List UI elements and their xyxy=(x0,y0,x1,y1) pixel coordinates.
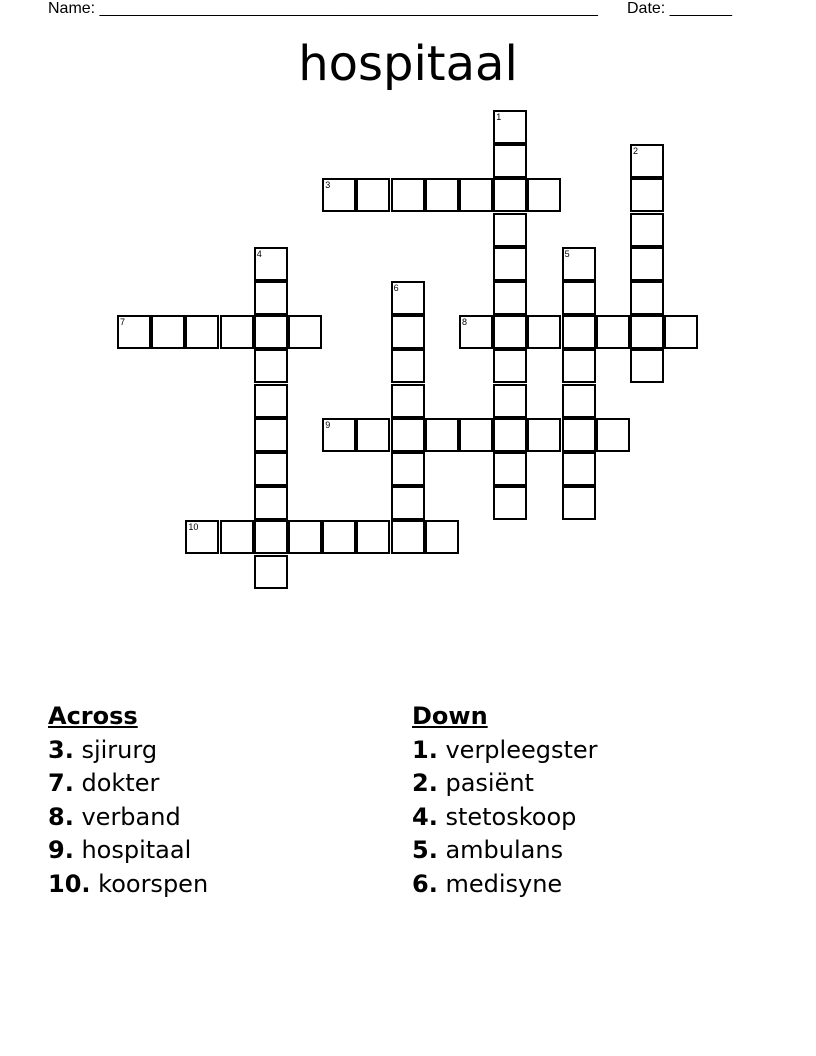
clue-number: 5 xyxy=(564,248,570,259)
clue-item-number: 8. xyxy=(48,802,74,831)
clue-item-text: verpleegster xyxy=(445,735,598,764)
clue-item xyxy=(412,868,598,902)
crossword-cell[interactable] xyxy=(630,281,664,315)
crossword-cell[interactable] xyxy=(391,384,425,418)
crossword-cell[interactable] xyxy=(391,281,425,315)
crossword-cell[interactable] xyxy=(493,178,527,212)
crossword-cell[interactable] xyxy=(425,418,459,452)
crossword-cell[interactable] xyxy=(356,418,390,452)
clue-number: 10 xyxy=(188,522,199,533)
clue-item-number: 5. xyxy=(412,836,438,864)
crossword-cell[interactable] xyxy=(254,520,288,554)
clue-number: 6 xyxy=(393,283,399,293)
clue-item-number: 3. xyxy=(48,735,74,764)
clue-number: 1 xyxy=(496,112,502,122)
down-heading: Down xyxy=(412,702,488,730)
crossword-cell[interactable] xyxy=(288,315,322,349)
crossword-cell[interactable] xyxy=(459,315,493,349)
clue-item xyxy=(412,734,598,768)
clue-item-text: dokter xyxy=(81,769,160,797)
crossword-cell[interactable] xyxy=(220,315,254,349)
clue-number: 3 xyxy=(325,180,331,191)
across-heading: Across xyxy=(48,702,138,730)
crossword-cell[interactable] xyxy=(322,418,356,452)
clue-item-number: 4. xyxy=(412,802,438,831)
crossword-cell[interactable] xyxy=(493,349,527,383)
crossword-cell[interactable] xyxy=(562,349,596,383)
crossword-cell[interactable] xyxy=(391,315,425,349)
crossword-cell[interactable] xyxy=(493,486,527,520)
date-field-label: Date: _______ xyxy=(627,0,732,17)
clue-item xyxy=(48,767,208,801)
crossword-cell[interactable] xyxy=(459,178,493,212)
crossword-cell[interactable] xyxy=(596,315,630,349)
crossword-cell[interactable] xyxy=(562,486,596,520)
crossword-cell[interactable] xyxy=(664,315,698,349)
crossword-cell[interactable] xyxy=(322,520,356,554)
clue-item xyxy=(48,868,208,902)
crossword-cell[interactable] xyxy=(630,349,664,383)
crossword-cell[interactable] xyxy=(425,520,459,554)
clue-item-text: stetoskoop xyxy=(445,802,577,831)
crossword-cell[interactable] xyxy=(596,418,630,452)
clue-item-number: 2. xyxy=(412,769,438,797)
clue-item xyxy=(412,801,598,835)
clue-item-number: 10. xyxy=(48,869,91,898)
clue-item-text: ambulans xyxy=(445,836,564,864)
clue-item xyxy=(412,767,598,801)
crossword-cell[interactable] xyxy=(254,486,288,520)
crossword-cell[interactable] xyxy=(254,247,288,281)
crossword-cell[interactable] xyxy=(185,520,219,554)
crossword-cell[interactable] xyxy=(527,315,561,349)
clue-item xyxy=(48,801,208,835)
crossword-cell[interactable] xyxy=(391,520,425,554)
clue-item-text: medisyne xyxy=(445,869,563,898)
clue-item-number: 9. xyxy=(48,836,74,864)
crossword-cell[interactable] xyxy=(527,178,561,212)
clue-item-text: verband xyxy=(81,802,181,831)
crossword-cell[interactable] xyxy=(322,178,356,212)
clue-item-text: sjirurg xyxy=(81,735,158,764)
clue-item-text: pasiënt xyxy=(445,769,534,797)
crossword-cell[interactable] xyxy=(254,418,288,452)
clue-item-number: 6. xyxy=(412,869,438,898)
crossword-cell[interactable] xyxy=(391,418,425,452)
crossword-cell[interactable] xyxy=(254,315,288,349)
crossword-cell[interactable] xyxy=(356,178,390,212)
crossword-cell[interactable] xyxy=(493,144,527,178)
crossword-cell[interactable] xyxy=(391,178,425,212)
crossword-cell[interactable] xyxy=(493,110,527,144)
crossword-cell[interactable] xyxy=(493,315,527,349)
crossword-cell[interactable] xyxy=(527,418,561,452)
clue-item xyxy=(412,834,598,868)
crossword-cell[interactable] xyxy=(254,349,288,383)
crossword-cell[interactable] xyxy=(425,178,459,212)
across-clues xyxy=(48,700,208,901)
crossword-cell[interactable] xyxy=(254,452,288,486)
crossword-cell[interactable] xyxy=(493,452,527,486)
crossword-cell[interactable] xyxy=(562,247,596,281)
clue-number: 9 xyxy=(325,419,331,430)
clue-number: 4 xyxy=(256,248,262,259)
clue-item-number: 1. xyxy=(412,735,438,764)
crossword-cell[interactable] xyxy=(288,520,322,554)
crossword-cell[interactable] xyxy=(185,315,219,349)
crossword-cell[interactable] xyxy=(493,281,527,315)
crossword-cell[interactable] xyxy=(493,384,527,418)
crossword-cell[interactable] xyxy=(391,452,425,486)
crossword-cell[interactable] xyxy=(220,520,254,554)
clue-number: 2 xyxy=(633,146,639,157)
crossword-cell[interactable] xyxy=(459,418,493,452)
crossword-cell[interactable] xyxy=(391,349,425,383)
name-field-label: Name: ________________________________________________________ xyxy=(48,0,598,17)
clue-number: 7 xyxy=(120,317,126,328)
clue-item-number: 7. xyxy=(48,769,74,797)
crossword-cell[interactable] xyxy=(630,144,664,178)
crossword-cell[interactable] xyxy=(254,281,288,315)
crossword-cell[interactable] xyxy=(630,213,664,247)
crossword-cell[interactable] xyxy=(562,418,596,452)
crossword-cell[interactable] xyxy=(562,384,596,418)
crossword-cell[interactable] xyxy=(630,315,664,349)
clue-item xyxy=(48,834,208,868)
crossword-cell[interactable] xyxy=(391,486,425,520)
crossword-cell[interactable] xyxy=(562,281,596,315)
crossword-cell[interactable] xyxy=(630,247,664,281)
crossword-cell[interactable] xyxy=(562,315,596,349)
crossword-cell[interactable] xyxy=(493,418,527,452)
crossword-cell[interactable] xyxy=(493,213,527,247)
crossword-cell[interactable] xyxy=(254,384,288,418)
clue-item xyxy=(48,734,208,768)
clue-number: 8 xyxy=(462,317,468,328)
down-clues xyxy=(412,700,598,901)
crossword-cell[interactable] xyxy=(151,315,185,349)
clue-item-text: hospitaal xyxy=(81,836,192,864)
crossword-cell[interactable] xyxy=(356,520,390,554)
crossword-cell[interactable] xyxy=(254,555,288,589)
clue-item-text: koorspen xyxy=(98,869,209,898)
crossword-cell[interactable] xyxy=(493,247,527,281)
crossword-cell[interactable] xyxy=(117,315,151,349)
page-title: hospitaal xyxy=(298,36,518,92)
crossword-cell[interactable] xyxy=(630,178,664,212)
crossword-cell[interactable] xyxy=(562,452,596,486)
